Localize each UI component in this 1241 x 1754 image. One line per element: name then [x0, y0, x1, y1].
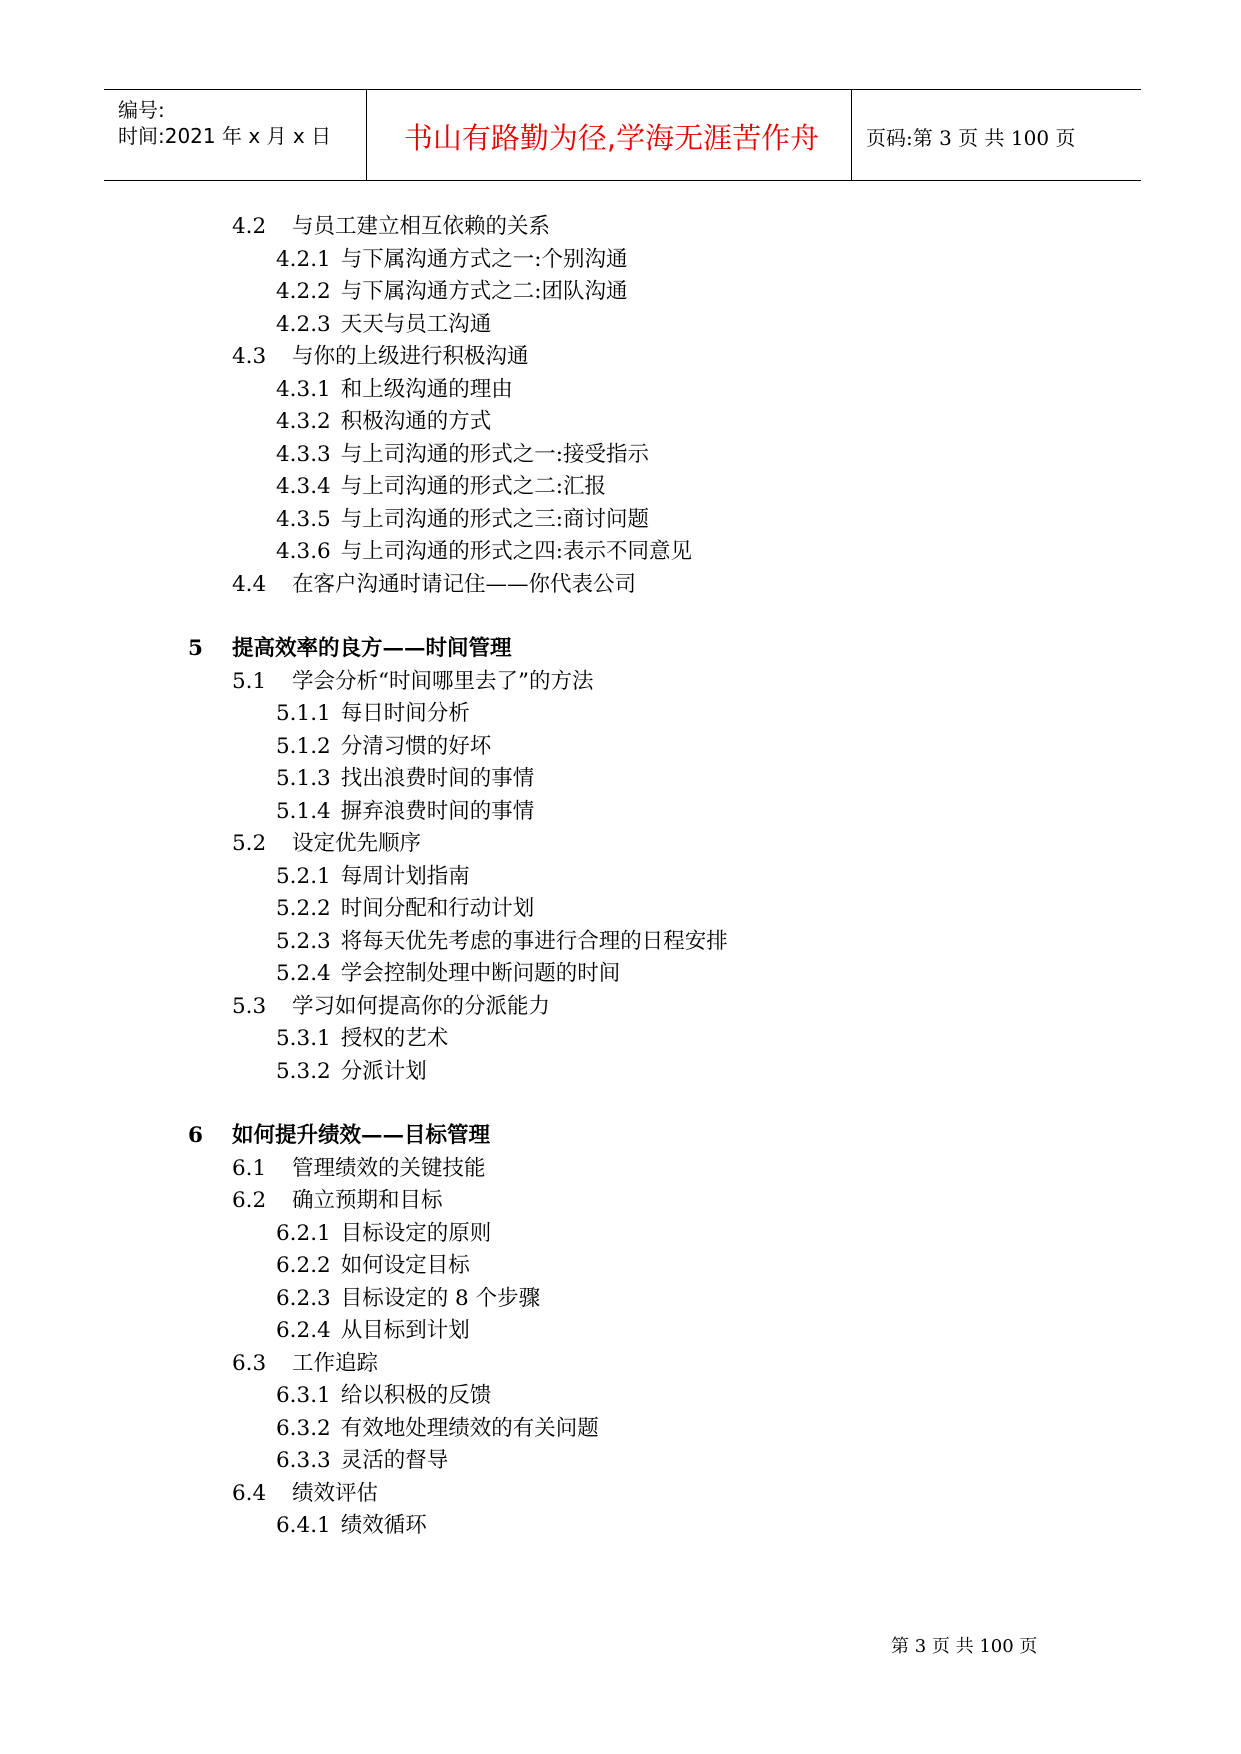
toc-entry: [276, 314, 491, 336]
toc-entry-title: 积极沟通的方式: [340, 409, 492, 434]
toc-entry-title: 管理绩效的关键技能: [292, 1156, 486, 1181]
toc-entry-title: 找出浪费时间的事情: [340, 766, 535, 791]
toc-entry-number: 6.3.3: [276, 1448, 331, 1473]
toc-entry-title: 分清习惯的好坏: [340, 734, 492, 759]
toc-entry: [276, 1223, 491, 1245]
toc-entry-title: 学会分析“时间哪里去了”的方法: [292, 669, 594, 694]
toc-entry-title: 目标设定的原则: [340, 1221, 492, 1246]
toc-entry-number: 5.2.3: [276, 929, 331, 954]
toc-entry-title: 和上级沟通的理由: [340, 377, 513, 402]
toc-entry-number: 4.2.3: [276, 312, 331, 337]
toc-entry-title: 绩效循环: [340, 1513, 427, 1538]
toc-entry: [276, 1028, 448, 1050]
toc-entry-number: 5.3.2: [276, 1059, 331, 1084]
toc-entry: [232, 346, 529, 368]
toc-entry-number: 5.2: [232, 831, 267, 856]
toc-entry-title: 天天与员工沟通: [340, 312, 492, 337]
toc-entry-number: 5.1.3: [276, 766, 331, 791]
toc-entry-number: 4.3.2: [276, 409, 331, 434]
toc-entry-title: 将每天优先考虑的事进行合理的日程安排: [340, 929, 728, 954]
toc-entry-number: 4.3.3: [276, 442, 331, 467]
toc-entry: [276, 1418, 599, 1440]
page-footer: 第 3 页 共 100 页: [891, 1636, 1038, 1657]
toc-entry-number: 6.3.1: [276, 1383, 331, 1408]
toc-entry-title: 灵活的督导: [340, 1448, 449, 1473]
toc-entry: [232, 833, 421, 855]
toc-entry-number: 4.2: [232, 214, 267, 239]
toc-entry: [276, 509, 649, 531]
toc-entry: [276, 703, 470, 725]
toc-entry-title: 从目标到计划: [340, 1318, 470, 1343]
toc-entry-title: 时间分配和行动计划: [340, 896, 535, 921]
toc-entry-title: 学会控制处理中断问题的时间: [340, 961, 621, 986]
toc-entry: [276, 898, 534, 920]
toc-entry-number: 5.1: [232, 669, 267, 694]
toc-entry-title: 设定优先顺序: [292, 831, 422, 856]
toc-entry: [232, 1483, 378, 1505]
toc-entry-number: 6.2.3: [276, 1286, 331, 1311]
toc-entry-title: 与下属沟通方式之二:团队沟通: [340, 279, 628, 304]
toc-entry-title: 工作追踪: [292, 1351, 379, 1376]
toc-entry-number: 5.3: [232, 994, 267, 1019]
toc-entry-title: 授权的艺术: [340, 1026, 449, 1051]
toc-entry: [276, 768, 534, 790]
toc-entry-number: 6.2.2: [276, 1253, 331, 1278]
toc-entry-number: 6.1: [232, 1156, 267, 1181]
toc-entry: [276, 281, 627, 303]
toc-entry-number: 6.4: [232, 1481, 267, 1506]
toc-entry: [232, 216, 550, 238]
toc-entry: [276, 1288, 540, 1310]
toc-entry-title: 给以积极的反馈: [340, 1383, 492, 1408]
toc-entry: [276, 963, 620, 985]
toc-entry-number: 5.2.4: [276, 961, 331, 986]
toc-entry-title: 与上司沟通的形式之三:商讨问题: [340, 507, 649, 532]
header-motto: 书山有路勤为径,学海无涯苦作舟: [403, 121, 820, 155]
toc-entry: [276, 1385, 491, 1407]
header-divider: [366, 90, 367, 180]
toc-entry-number: 6: [188, 1123, 203, 1148]
toc-entry-title: 绩效评估: [292, 1481, 379, 1506]
toc-entry-number: 4.3.5: [276, 507, 331, 532]
toc-entry-number: 6.4.1: [276, 1513, 331, 1538]
toc-entry: [276, 379, 513, 401]
toc-entry: [232, 1353, 378, 1375]
toc-entry-title: 每周计划指南: [340, 864, 470, 889]
toc-entry-title: 如何设定目标: [340, 1253, 470, 1278]
toc-entry-title: 目标设定的 8 个步骤: [340, 1286, 541, 1311]
toc-entry-number: 4.4: [232, 572, 267, 597]
toc-entry: [276, 411, 491, 433]
toc-entry: [276, 1255, 470, 1277]
toc-chapter-heading: [188, 1123, 491, 1148]
toc-entry-number: 5.2.2: [276, 896, 331, 921]
toc-entry-title: 如何提升绩效——目标管理: [232, 1123, 491, 1148]
toc-entry-title: 与上司沟通的形式之一:接受指示: [340, 442, 649, 467]
document-header: [104, 89, 1141, 181]
toc-entry-number: 4.3.6: [276, 539, 331, 564]
toc-entry: [232, 574, 636, 596]
toc-entry-title: 在客户沟通时请记住——你代表公司: [292, 572, 637, 597]
toc-entry-number: 5.2.1: [276, 864, 331, 889]
toc-entry-number: 5.1.4: [276, 799, 331, 824]
toc-entry: [276, 801, 534, 823]
toc-entry-number: 5.1.1: [276, 701, 331, 726]
header-divider: [851, 90, 852, 180]
toc-entry: [276, 866, 470, 888]
toc-entry-number: 6.2: [232, 1188, 267, 1213]
toc-entry: [276, 541, 692, 563]
toc-entry: [276, 1515, 427, 1537]
toc-entry: [276, 931, 728, 953]
toc-entry: [276, 476, 606, 498]
toc-entry-title: 与员工建立相互依赖的关系: [292, 214, 551, 239]
toc-entry: [232, 1190, 443, 1212]
toc-entry: [276, 736, 491, 758]
toc-entry-number: 6.3.2: [276, 1416, 331, 1441]
toc-entry: [232, 996, 550, 1018]
toc-entry-title: 提高效率的良方——时间管理: [232, 636, 512, 661]
toc-entry-title: 摒弃浪费时间的事情: [340, 799, 535, 824]
toc-chapter-heading: [188, 636, 512, 661]
toc-entry-title: 与上司沟通的形式之二:汇报: [340, 474, 606, 499]
toc-entry: [276, 1061, 427, 1083]
header-page-code: 页码:第 3 页 共 100 页: [866, 126, 1076, 150]
toc-entry-title: 分派计划: [340, 1059, 427, 1084]
toc-entry-number: 4.3: [232, 344, 267, 369]
toc-entry: [276, 249, 627, 271]
toc-entry-number: 6.3: [232, 1351, 267, 1376]
toc-entry-number: 6.2.1: [276, 1221, 331, 1246]
toc-entry-title: 每日时间分析: [340, 701, 470, 726]
toc-entry-title: 与你的上级进行积极沟通: [292, 344, 529, 369]
toc-entry-title: 与下属沟通方式之一:个别沟通: [340, 247, 628, 272]
toc-entry-title: 学习如何提高你的分派能力: [292, 994, 551, 1019]
toc-entry: [276, 1320, 470, 1342]
toc-entry: [276, 444, 649, 466]
document-number-label: 编号:: [118, 98, 165, 122]
toc-entry-number: 6.2.4: [276, 1318, 331, 1343]
toc-entry-title: 有效地处理绩效的有关问题: [340, 1416, 599, 1441]
toc-entry: [232, 671, 593, 693]
toc-entry-number: 4.2.2: [276, 279, 331, 304]
document-time-label: 时间:2021 年 x 月 x 日: [118, 124, 332, 148]
toc-entry-number: 5: [188, 636, 203, 661]
toc-entry: [232, 1158, 486, 1180]
toc-entry-number: 4.3.1: [276, 377, 331, 402]
toc-entry-number: 4.2.1: [276, 247, 331, 272]
toc-entry-title: 与上司沟通的形式之四:表示不同意见: [340, 539, 692, 564]
toc-entry-number: 5.3.1: [276, 1026, 331, 1051]
toc-entry: [276, 1450, 448, 1472]
toc-entry-title: 确立预期和目标: [292, 1188, 443, 1213]
toc-entry-number: 4.3.4: [276, 474, 331, 499]
toc-entry-number: 5.1.2: [276, 734, 331, 759]
